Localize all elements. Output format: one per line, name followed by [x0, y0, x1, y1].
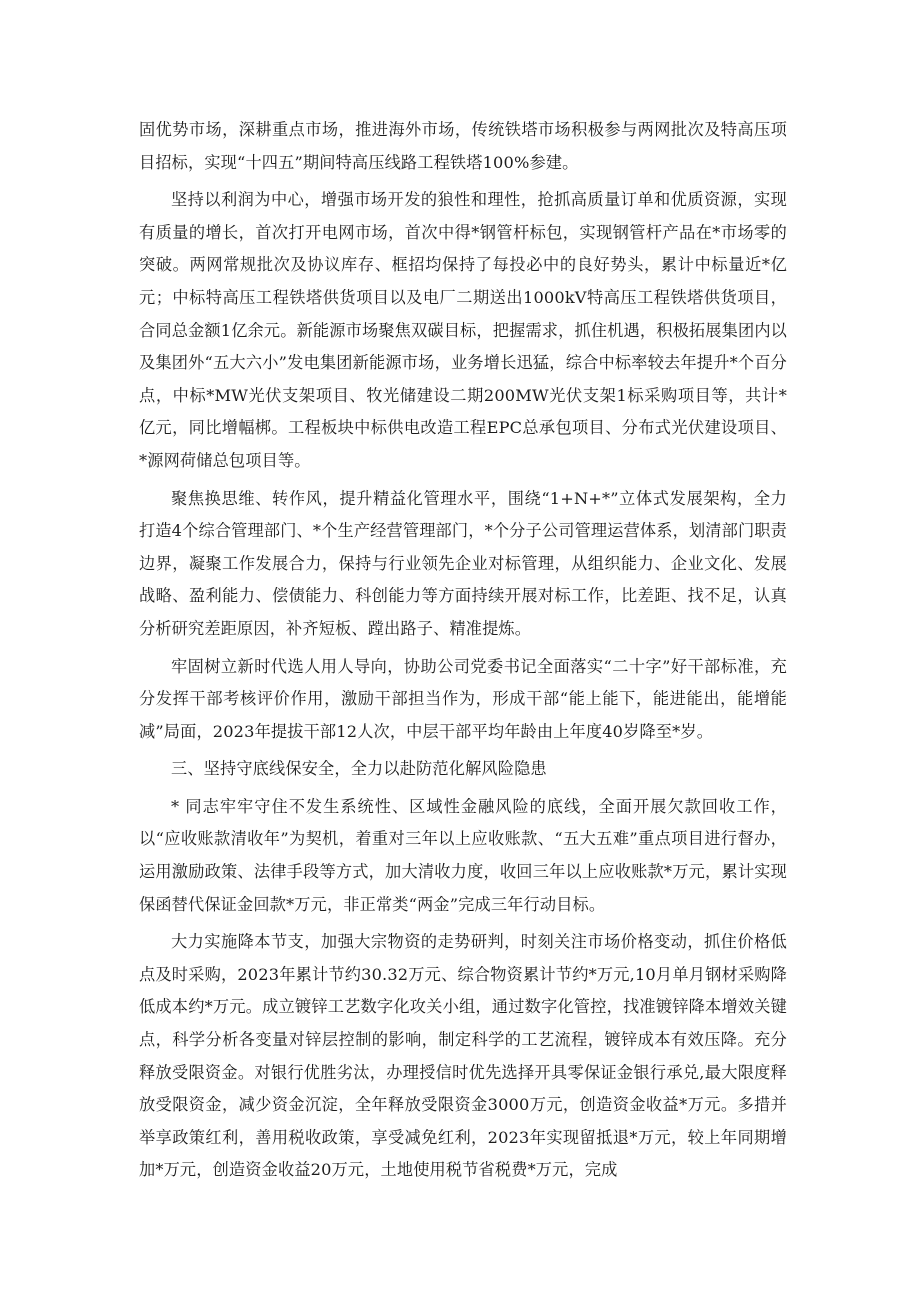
- paragraph-2: 坚持以利润为中心，增强市场开发的狼性和理性，抢抓高质量订单和优质资源，实现有质量的增长，首次打开电网市场，首次中得*钢管杆标包，实现钢管杆产品在*市场零的突破。两网常规批次及协议库存、框招均保持了每投必中的良好势头，累计中标量近*亿元；中标特高压工程铁塔供货项目以及电厂二期送出1000kV特高压工程铁塔供货项目，合同总金额1亿余元。新能源市场聚焦双碳目标，把握需求，抓住机遇，积极拓展集团内以及集团外“五大六小”发电集团新能源市场，业务增长迅猛，综合中标率较去年提升*个百分点，中标*MW光伏支架项目、牧光储建设二期200MW光伏支架1标采购项目等，共计*亿元，同比增幅梆。工程板块中标供电改造工程EPC总承包项目、分布式光伏建设项目、*源网荷储总包项目等。: [139, 190, 787, 470]
- paragraph-1: 固优势市场，深耕重点市场，推进海外市场，传统铁塔市场积极参与两网批次及特高压项目招标，实现“十四五”期间特高压线路工程铁塔100%参建。: [139, 120, 787, 172]
- section-heading: 三、坚持守底线保安全，全力以赴防范化解风险隐患: [171, 759, 547, 779]
- paragraph-6: 大力实施降本节支，加强大宗物资的走势研判，时刻关注市场价格变动，抓住价格低点及时采购，2023年累计节约30.32万元、综合物资累计节约*万元,10月单月钢材采购降低成本约*万元。成立镀锌工艺数字化攻关小组，通过数字化管控，找准镀锌降本增效关键点，科学分析各变量对锌层控制的影响，制定科学的工艺流程，镀锌成本有效压降。充分释放受限资金。对银行优胜劣汰，办理授信时优先选择开具零保证金银行承兑,最大限度释放受限资金，减少资金沉淀，全年释放受限资金3000万元，创造资金收益*万元。多措并举享政策红利，善用税收政策，享受减免红利，2023年实现留抵退*万元，较上年同期增加*万元，创造资金收益20万元，土地使用税节省税费*万元，完成: [139, 932, 787, 1180]
- document-page: [139, 114, 787, 1187]
- paragraph-4: 牢固树立新时代选人用人导向，协助公司党委书记全面落实“二十字”好干部标准，充分发挥干部考核评价作用，激励干部担当作为，形成干部“能上能下，能进能出，能增能减”局面，2023年提拔干部12人次，中层干部平均年龄由上年度40岁降至*岁。: [139, 656, 787, 741]
- paragraph-3: 聚焦换思维、转作风，提升精益化管理水平，围绕“1+N+*”立体式发展架构，全力打造4个综合管理部门、*个生产经营管理部门，*个分子公司管理运营体系，划清部门职责边界，凝聚工作发展合力，保持与行业领先企业对标管理，从组织能力、企业文化、发展战略、盈利能力、偿债能力、科创能力等方面持续开展对标工作，比差距、找不足，认真分析研究差距原因，补齐短板、蹚出路子、精准提炼。: [139, 488, 787, 638]
- paragraph-5: * 同志牢牢守住不发生系统性、区域性金融风险的底线，全面开展欠款回收工作，以“应收账款清收年”为契机，着重对三年以上应收账款、“五大五难”重点项目进行督办，运用激励政策、法律手段等方式，加大清收力度，收回三年以上应收账款*万元，累计实现保函替代保证金回款*万元，非正常类“两金”完成三年行动目标。: [139, 796, 787, 914]
